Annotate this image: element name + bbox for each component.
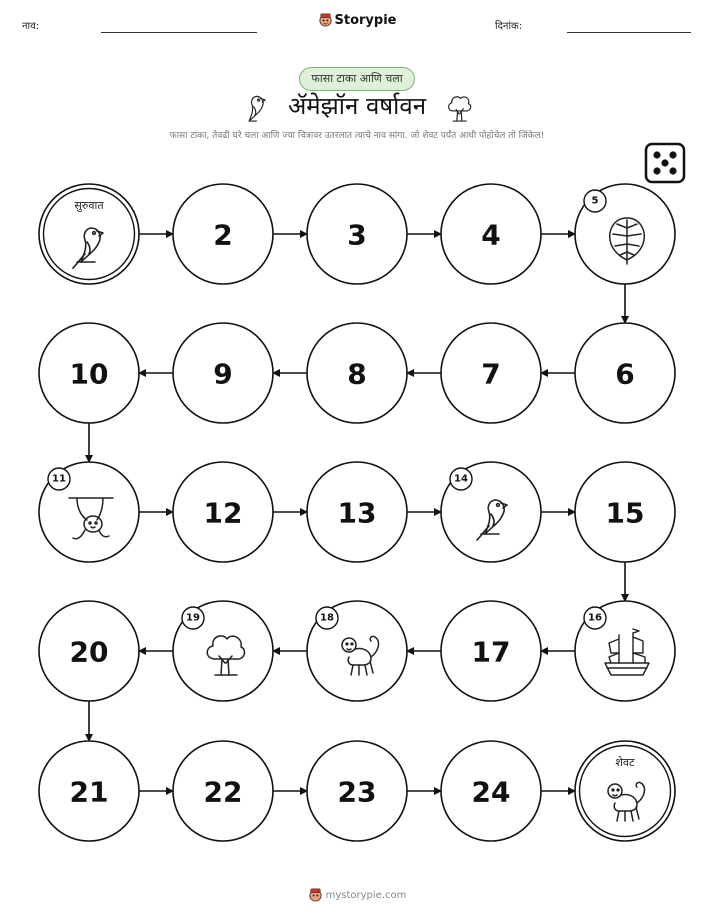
space-number: 9	[213, 357, 233, 391]
board-space-23	[307, 741, 407, 841]
space-number: 6	[615, 357, 635, 391]
board-space-18	[307, 601, 407, 701]
board-space-7	[441, 323, 541, 423]
instructions-text: फासा टाका, तेवढी घरे चला आणि ज्या चित्रावर उतरलात त्याचे नाव सांगा. जो शेवट पर्यंत आधी पोहोचेल तो जिंकेल!	[169, 131, 545, 141]
space-number: 7	[481, 357, 501, 391]
space-number: 20	[69, 635, 109, 669]
footer	[0, 887, 714, 902]
board-space-1	[39, 184, 139, 284]
board-space-12	[173, 462, 273, 562]
space-number: 11	[52, 473, 66, 485]
brand-name: Storypie	[334, 13, 397, 28]
space-number: 2	[213, 218, 233, 252]
space-number: 19	[186, 612, 200, 624]
board-space-17	[441, 601, 541, 701]
board-space-15	[575, 462, 675, 562]
board-space-8	[307, 323, 407, 423]
space-number: 3	[347, 218, 367, 252]
board-space-4	[441, 184, 541, 284]
board-space-3	[307, 184, 407, 284]
space-number: 24	[471, 775, 511, 809]
board-space-2	[173, 184, 273, 284]
board-space-22	[173, 741, 273, 841]
game-type-badge: फासा टाका आणि चला	[299, 67, 415, 91]
space-number: 12	[203, 496, 243, 530]
start-label: सुरुवात	[74, 199, 104, 212]
space-number: 18	[320, 612, 334, 624]
board-space-10	[39, 323, 139, 423]
board-cells	[39, 184, 675, 841]
date-label: दिनांक:	[495, 21, 523, 32]
name-label: नाव:	[22, 21, 40, 32]
space-number: 10	[69, 357, 109, 391]
end-label: शेवट	[615, 756, 635, 769]
space-number: 15	[605, 496, 645, 530]
board-space-24	[441, 741, 541, 841]
board-space-19	[173, 601, 273, 701]
board-space-21	[39, 741, 139, 841]
board-space-13	[307, 462, 407, 562]
space-number: 16	[588, 612, 602, 624]
space-number: 23	[337, 775, 377, 809]
board-space-16	[575, 601, 675, 701]
space-number: 13	[337, 496, 377, 530]
board-space-25	[575, 741, 675, 841]
board-space-9	[173, 323, 273, 423]
storypie-mascot-icon	[308, 887, 323, 902]
board-space-14	[441, 462, 541, 562]
board-space-11	[39, 462, 139, 562]
board-space-6	[575, 323, 675, 423]
page-title: ॲमेझॉन वर्षावन	[287, 92, 427, 120]
space-number: 5	[591, 195, 599, 207]
footer-url: mystorypie.com	[325, 890, 407, 901]
space-number: 14	[454, 473, 468, 485]
space-number: 22	[203, 775, 243, 809]
space-number: 17	[471, 635, 511, 669]
space-number: 8	[347, 357, 367, 391]
board-space-20	[39, 601, 139, 701]
board-space-5	[575, 184, 675, 284]
space-number: 4	[481, 218, 501, 252]
space-number: 21	[69, 775, 109, 809]
